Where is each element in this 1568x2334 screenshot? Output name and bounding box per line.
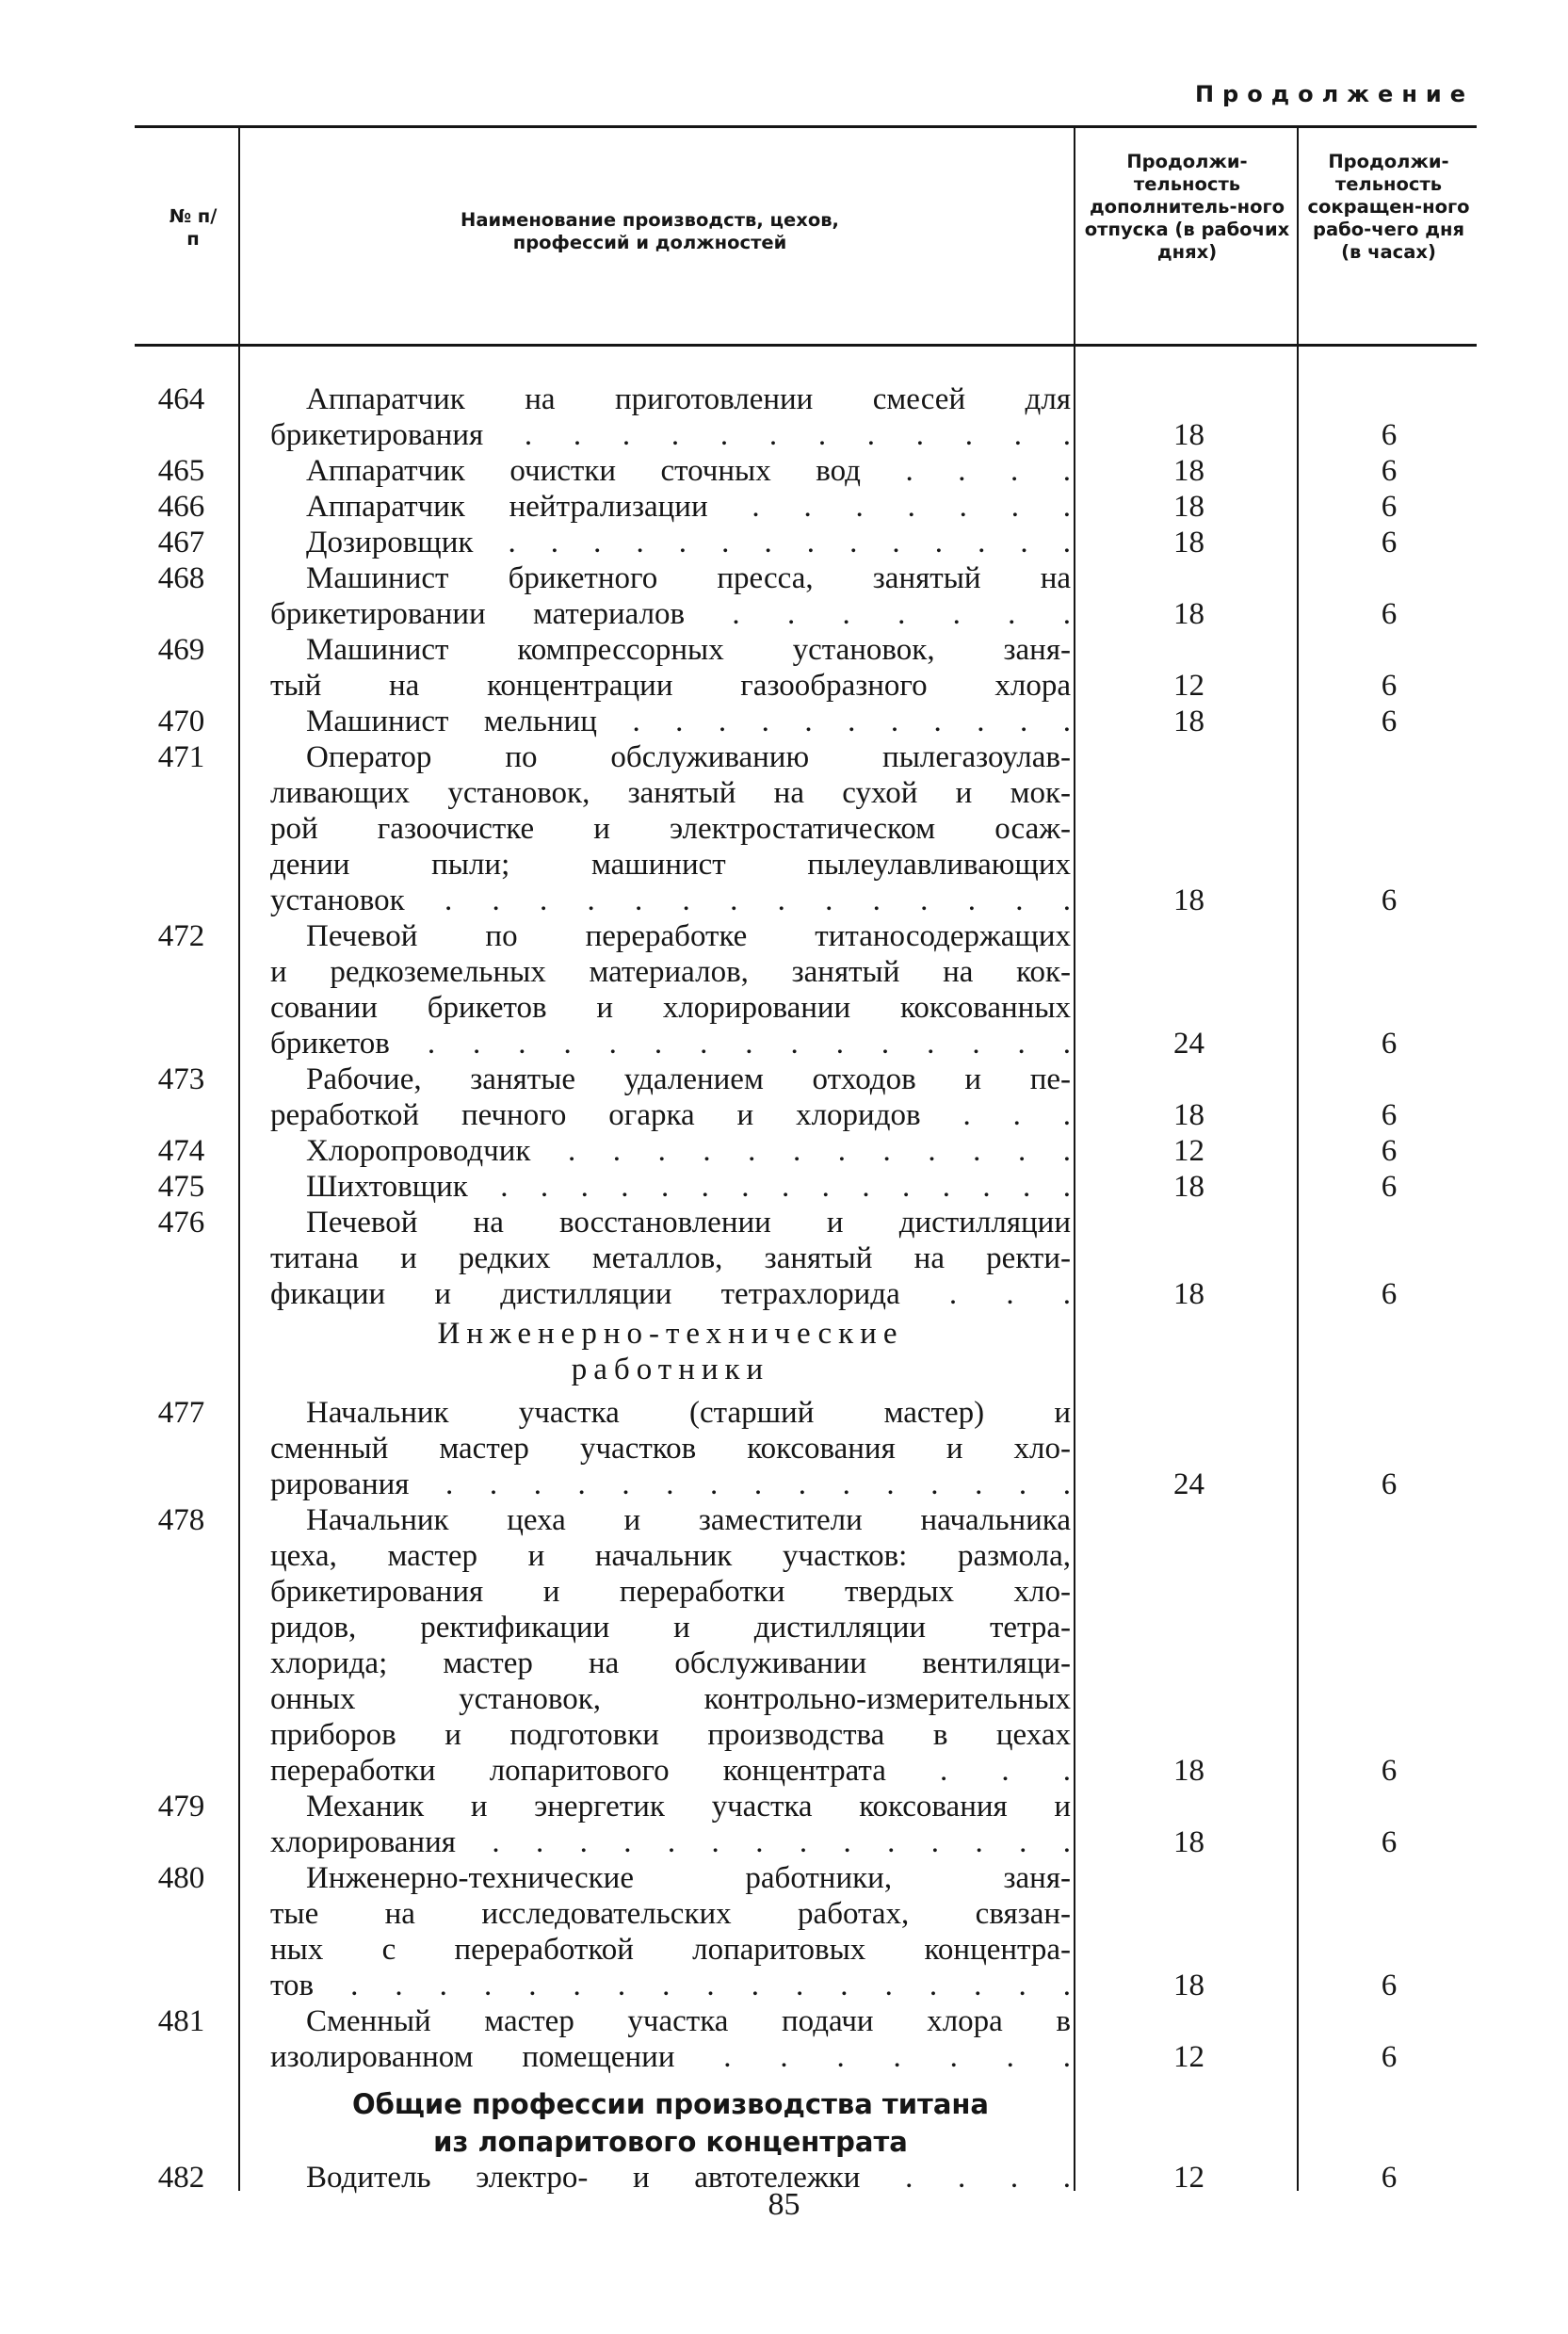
row-leave-days: 24 [1173,1467,1204,1501]
row-number: 481 [157,2004,205,2038]
row-leave-days: 18 [1173,526,1204,559]
row-leave-days: 12 [1173,669,1204,703]
row-hours: 6 [1381,669,1398,703]
row-leave-days: 18 [1173,1825,1204,1859]
row-number: 465 [157,454,205,488]
row-hours: 6 [1381,1027,1398,1061]
row-leave-days: 18 [1173,597,1204,631]
row-number: 471 [157,740,205,774]
table-top-rule [135,125,1477,128]
row-leave-days: 12 [1173,1134,1204,1168]
row-leave-days: 18 [1173,1277,1204,1311]
row-hours: 6 [1381,883,1398,917]
row-description: Печевой на восстановлении и дистилляции титана и редких металлов, занятый на ректи- фикации и дистилляции тетрахлорида . . . [270,1206,1071,1311]
row-hours: 6 [1381,1825,1398,1859]
row-leave-days: 18 [1173,418,1204,452]
row-number: 478 [157,1503,205,1537]
continuation-label: Продолжение [1194,81,1474,107]
row-leave-days: 18 [1173,1170,1204,1204]
row-number: 473 [157,1062,205,1096]
row-description: Печевой по переработке титаносодержащих и редкоземельных материалов, занятый на кок- совании брикетов и хлорировании коксованных брикетов . . . . . . . . . . . . . . . [270,919,1071,1061]
section-heading-engineering: Инженерно-технические работники [437,1317,904,1386]
row-hours: 6 [1381,1969,1398,2002]
row-description: Водитель электро- и автотележки . . . . [306,2161,1071,2195]
row-hours: 6 [1381,705,1398,738]
row-number: 477 [157,1396,205,1430]
row-description: Машинист мельниц . . . . . . . . . . . [306,705,1071,738]
row-number: 468 [157,561,205,595]
row-hours: 6 [1381,2161,1398,2195]
row-leave-days: 12 [1173,2161,1204,2195]
column-divider-3 [1297,128,1299,2191]
row-number: 470 [157,705,205,738]
row-number: 474 [157,1134,205,1168]
row-hours: 6 [1381,454,1398,488]
row-description: Шихтовщик . . . . . . . . . . . . . . . [306,1170,1071,1204]
row-hours: 6 [1381,490,1398,524]
row-leave-days: 18 [1173,883,1204,917]
column-divider-2 [1074,128,1075,2191]
row-description: Машинист брикетного пресса, занятый на брикетировании материалов . . . . . . . [270,561,1071,631]
header-short-day: Продолжи-тельность сокращен-ного рабо-чего дня (в часах) [1307,151,1470,263]
row-leave-days: 18 [1173,705,1204,738]
page-number: 85 [768,2187,800,2222]
row-hours: 6 [1381,526,1398,559]
row-leave-days: 18 [1173,490,1204,524]
header-bottom-rule [135,344,1477,347]
row-hours: 6 [1381,1467,1398,1501]
row-number: 469 [157,633,205,667]
row-number: 464 [157,382,205,416]
row-number: 466 [157,490,205,524]
row-number: 467 [157,526,205,559]
row-description: Оператор по обслуживанию пылегазоулав- ливающих установок, занятый на сухой и мок- рой газоочистке и электростатическом осаж- дении пыли; машинист пылеулавливающих установок . . . . . . . . . . . . . . [270,740,1071,917]
row-hours: 6 [1381,418,1398,452]
row-description: Аппаратчик очистки сточных вод . . . . [306,454,1071,488]
row-description: Аппаратчик нейтрализации . . . . . . . [306,490,1071,524]
row-number: 479 [157,1790,205,1823]
header-name: Наименование производств, цехов, профессий и должностей [461,209,839,253]
row-hours: 6 [1381,1098,1398,1132]
row-leave-days: 12 [1173,2040,1204,2074]
row-description: Хлоропроводчик . . . . . . . . . . . . [306,1134,1071,1168]
row-description: Дозировщик . . . . . . . . . . . . . . [306,526,1071,559]
row-leave-days: 18 [1173,1098,1204,1132]
row-description: Начальник цеха и заместители начальника цеха, мастер и начальник участков: размола, брикетирования и переработки твердых хло- ридов, ректификации и дистилляции тетра- хлорида; мастер на обслуживании вентиляци- онных установок, контрольно-измерительных приборов и подготовки производства в цехах переработки лопаритового концентрата . . . [270,1503,1071,1788]
row-number: 482 [157,2161,205,2195]
row-leave-days: 24 [1173,1027,1204,1061]
header-extra-leave: Продолжи-тельность дополнитель-ного отпуска (в рабочих днях) [1084,151,1290,263]
row-hours: 6 [1381,1170,1398,1204]
row-description: Механик и энергетик участка коксования и хлорирования . . . . . . . . . . . . . . [270,1790,1071,1859]
row-number: 480 [157,1861,205,1895]
header-number: № п/п [169,205,218,250]
row-number: 476 [157,1206,205,1240]
row-description: Рабочие, занятые удалением отходов и пе- реработкой печного огарка и хлоридов . . . [270,1062,1071,1132]
row-description: Сменный мастер участка подачи хлора в изолированном помещении . . . . . . . [270,2004,1071,2074]
row-description: Начальник участка (старший мастер) и сменный мастер участков коксования и хло- рирования . . . . . . . . . . . . . . . [270,1396,1071,1501]
section-heading-general: Общие профессии производства титана из лопаритового концентрата [351,2088,990,2158]
row-description: Инженерно-технические работники, заня- тые на исследовательских работах, связан- ных с переработкой лопаритовых концентра- тов . . . . . . . . . . . . . . . . . [270,1861,1071,2002]
column-divider-1 [238,128,240,2191]
row-hours: 6 [1381,1277,1398,1311]
row-number: 475 [157,1170,205,1204]
row-hours: 6 [1381,2040,1398,2074]
row-leave-days: 18 [1173,454,1204,488]
row-hours: 6 [1381,597,1398,631]
row-leave-days: 18 [1173,1969,1204,2002]
row-hours: 6 [1381,1754,1398,1788]
row-leave-days: 18 [1173,1754,1204,1788]
row-description: Машинист компрессорных установок, заня- тый на концентрации газообразного хлора [270,633,1071,703]
row-description: Аппаратчик на приготовлении смесей для брикетирования . . . . . . . . . . . . [270,382,1071,452]
row-hours: 6 [1381,1134,1398,1168]
row-number: 472 [157,919,205,953]
